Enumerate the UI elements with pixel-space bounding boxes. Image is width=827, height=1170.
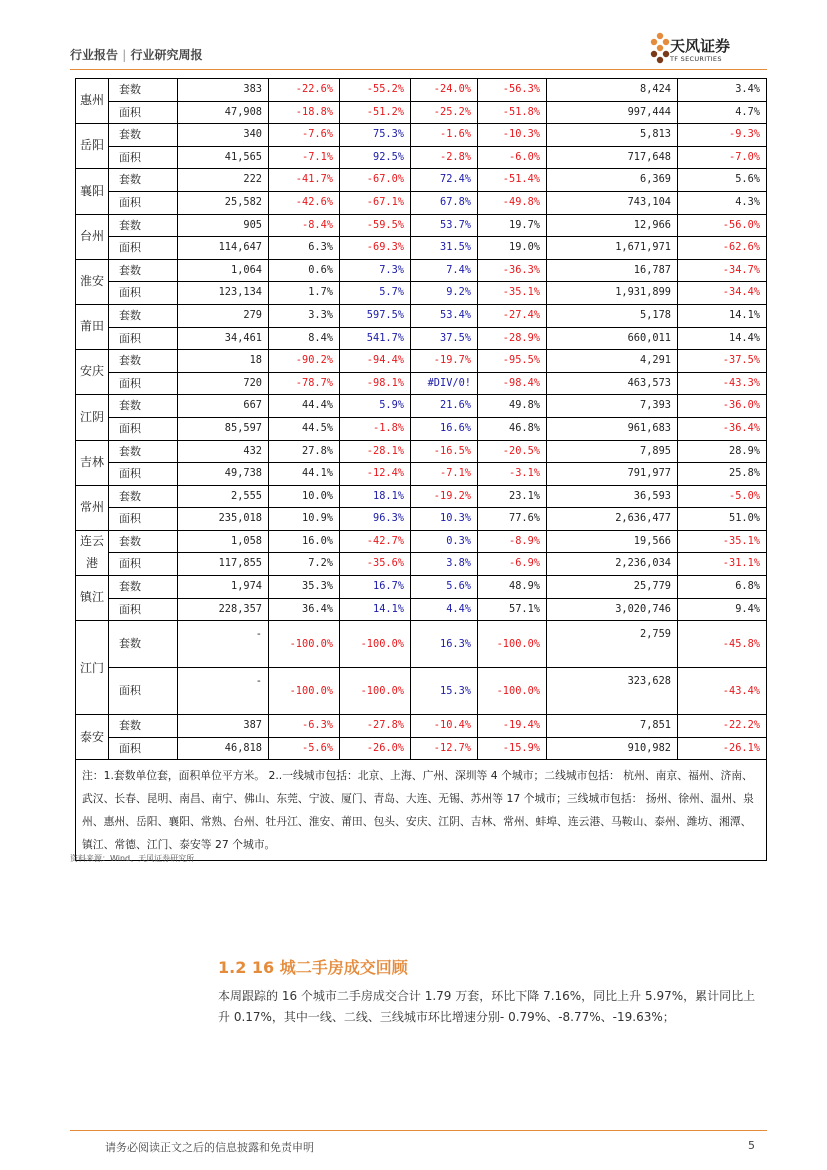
report-header xyxy=(70,46,202,63)
table-cell: 85,597 xyxy=(178,417,269,440)
table-cell: 463,573 xyxy=(547,372,678,395)
table-cell: 1,671,971 xyxy=(547,237,678,260)
metric-label: 套数 xyxy=(109,485,178,508)
footer-divider xyxy=(70,1130,767,1131)
metric-label: 面积 xyxy=(109,463,178,486)
metric-label: 套数 xyxy=(109,621,178,668)
table-cell: 383 xyxy=(178,79,269,102)
table-cell: -51.8% xyxy=(478,101,547,124)
table-cell: -45.8% xyxy=(678,621,767,668)
table-cell: -26.1% xyxy=(678,737,767,760)
table-cell: 667 xyxy=(178,395,269,418)
table-cell: 41,565 xyxy=(178,146,269,169)
table-cell: 5,178 xyxy=(547,304,678,327)
table-cell: -100.0% xyxy=(478,668,547,715)
table-cell: -31.1% xyxy=(678,553,767,576)
table-cell: -19.2% xyxy=(411,485,478,508)
table-cell: 1,058 xyxy=(178,530,269,553)
table-cell: 279 xyxy=(178,304,269,327)
table-cell: -19.7% xyxy=(411,350,478,373)
table-cell: 228,357 xyxy=(178,598,269,621)
table-cell: -43.4% xyxy=(678,668,767,715)
table-cell: 51.0% xyxy=(678,508,767,531)
logo-subtitle: TF SECURITIES xyxy=(670,55,722,63)
table-cell: 77.6% xyxy=(478,508,547,531)
city-name: 安庆 xyxy=(76,350,109,395)
table-cell: 44.1% xyxy=(269,463,340,486)
table-cell: -28.1% xyxy=(340,440,411,463)
table-note-row xyxy=(76,760,767,861)
table-cell: -12.4% xyxy=(340,463,411,486)
table-cell: -43.3% xyxy=(678,372,767,395)
table-cell: -19.4% xyxy=(478,715,547,738)
table-cell: 4.7% xyxy=(678,101,767,124)
table-row xyxy=(76,259,767,282)
table-cell: 46,818 xyxy=(178,737,269,760)
table-cell: -94.4% xyxy=(340,350,411,373)
table-cell: 9.2% xyxy=(411,282,478,305)
table-row xyxy=(76,146,767,169)
metric-label: 面积 xyxy=(109,553,178,576)
table-cell: 19.0% xyxy=(478,237,547,260)
table-cell: 25.8% xyxy=(678,463,767,486)
table-cell: 2,555 xyxy=(178,485,269,508)
table-cell: -59.5% xyxy=(340,214,411,237)
city-name: 襄阳 xyxy=(76,169,109,214)
metric-label: 套数 xyxy=(109,440,178,463)
city-name: 惠州 xyxy=(76,79,109,124)
table-cell: -25.2% xyxy=(411,101,478,124)
table-row xyxy=(76,327,767,350)
table-cell: -51.4% xyxy=(478,169,547,192)
metric-label: 面积 xyxy=(109,327,178,350)
table-cell: -27.8% xyxy=(340,715,411,738)
table-cell: -20.5% xyxy=(478,440,547,463)
metric-label: 套数 xyxy=(109,350,178,373)
city-transaction-table xyxy=(75,78,767,861)
table-cell: 75.3% xyxy=(340,124,411,147)
table-cell: -36.3% xyxy=(478,259,547,282)
table-cell: 791,977 xyxy=(547,463,678,486)
metric-label: 面积 xyxy=(109,508,178,531)
table-row xyxy=(76,508,767,531)
table-cell: 46.8% xyxy=(478,417,547,440)
section-paragraph: 本周跟踪的 16 个城市二手房成交合计 1.79 万套，环比下降 7.16%，同比上升 5.97%，累计同比上升 0.17%，其中一线、二线、三线城市环比增速分别- 0.79%、-8.77%、-19.63%； xyxy=(218,989,756,1024)
city-name: 淮安 xyxy=(76,259,109,304)
table-cell: 35.3% xyxy=(269,576,340,599)
city-name: 吉林 xyxy=(76,440,109,485)
table-cell: 961,683 xyxy=(547,417,678,440)
table-cell: -51.2% xyxy=(340,101,411,124)
city-name: 常州 xyxy=(76,485,109,530)
table-cell: -15.9% xyxy=(478,737,547,760)
table-cell: 597.5% xyxy=(340,304,411,327)
table-cell: 387 xyxy=(178,715,269,738)
logo-name: 天风证券 xyxy=(670,37,731,55)
table-row xyxy=(76,191,767,214)
table-cell: 3,020,746 xyxy=(547,598,678,621)
table-row xyxy=(76,282,767,305)
table-cell: 57.1% xyxy=(478,598,547,621)
metric-label: 面积 xyxy=(109,417,178,440)
table-cell: 3.8% xyxy=(411,553,478,576)
table-row xyxy=(76,668,767,715)
section-title: 1.2 16 城二手房成交回顾 xyxy=(218,958,408,977)
table-cell: -6.9% xyxy=(478,553,547,576)
table-cell: - xyxy=(178,621,269,668)
table-cell: 9.4% xyxy=(678,598,767,621)
table-row xyxy=(76,553,767,576)
table-cell: 49.8% xyxy=(478,395,547,418)
metric-label: 套数 xyxy=(109,259,178,282)
table-cell: -28.9% xyxy=(478,327,547,350)
footer-disclaimer: 请务必阅读正文之后的信息披露和免责申明 xyxy=(105,1141,314,1154)
table-cell: 36.4% xyxy=(269,598,340,621)
city-name: 台州 xyxy=(76,214,109,259)
table-cell: 340 xyxy=(178,124,269,147)
header-subcategory: 行业研究周报 xyxy=(130,48,203,62)
table-cell: 3.3% xyxy=(269,304,340,327)
metric-label: 面积 xyxy=(109,237,178,260)
metric-label: 套数 xyxy=(109,715,178,738)
table-cell: 18.1% xyxy=(340,485,411,508)
metric-label: 套数 xyxy=(109,304,178,327)
table-cell: 28.9% xyxy=(678,440,767,463)
table-cell: 5.7% xyxy=(340,282,411,305)
table-cell: -24.0% xyxy=(411,79,478,102)
table-cell: 96.3% xyxy=(340,508,411,531)
table-row xyxy=(76,715,767,738)
header-separator: | xyxy=(122,48,127,62)
table-cell: 541.7% xyxy=(340,327,411,350)
city-name: 江阴 xyxy=(76,395,109,440)
table-note: 注：1.套数单位套，面积单位平方米。 2..一线城市包括：北京、上海、广州、深圳等 4 个城市；二线城市包括： 杭州、南京、福州、济南、武汉、长春、昆明、南昌、南宁、佛山、东莞、宁波、厦门、青岛、大连、无锡、苏州等 17 个城市；三线城市包括： 扬州、徐州、温州、泉州、惠州、岳阳、襄阳、常熟、台州、牡丹江、淮安、莆田、包头、安庆、江阴、吉林、常州、蚌埠、连云港、马鞍山、泰州、潍坊、湘潭、镇江、常德、江门、泰安等 27 个城市。 xyxy=(76,760,767,861)
table-cell: -10.3% xyxy=(478,124,547,147)
table-cell: 16.6% xyxy=(411,417,478,440)
table-cell: -18.8% xyxy=(269,101,340,124)
table-cell: 1,931,899 xyxy=(547,282,678,305)
table-cell: 5.6% xyxy=(678,169,767,192)
table-cell: 19,566 xyxy=(547,530,678,553)
table-cell: 34,461 xyxy=(178,327,269,350)
table-row xyxy=(76,576,767,599)
table-row xyxy=(76,395,767,418)
table-cell: -3.1% xyxy=(478,463,547,486)
table-row xyxy=(76,485,767,508)
table-cell: 36,593 xyxy=(547,485,678,508)
table-cell: 14.1% xyxy=(340,598,411,621)
table-row xyxy=(76,737,767,760)
table-cell: 37.5% xyxy=(411,327,478,350)
table-cell: -98.1% xyxy=(340,372,411,395)
table-cell: -35.6% xyxy=(340,553,411,576)
table-cell: 10.9% xyxy=(269,508,340,531)
header-divider xyxy=(70,69,767,70)
table-cell: 7.3% xyxy=(340,259,411,282)
table-cell: 6.3% xyxy=(269,237,340,260)
table-row xyxy=(76,530,767,553)
table-cell: 44.5% xyxy=(269,417,340,440)
table-cell: -7.0% xyxy=(678,146,767,169)
table-row xyxy=(76,214,767,237)
table-cell: -35.1% xyxy=(478,282,547,305)
table-row xyxy=(76,372,767,395)
table-cell: 5.6% xyxy=(411,576,478,599)
table-cell: 7.2% xyxy=(269,553,340,576)
table-cell: 92.5% xyxy=(340,146,411,169)
metric-label: 套数 xyxy=(109,576,178,599)
table-cell: -35.1% xyxy=(678,530,767,553)
table-cell: -37.5% xyxy=(678,350,767,373)
table-cell: 1,974 xyxy=(178,576,269,599)
city-name: 泰安 xyxy=(76,715,109,760)
city-name: 连云港 xyxy=(76,530,109,575)
table-cell: -10.4% xyxy=(411,715,478,738)
table-cell: -98.4% xyxy=(478,372,547,395)
table-cell: -2.8% xyxy=(411,146,478,169)
table-cell: 31.5% xyxy=(411,237,478,260)
page-number: 5 xyxy=(748,1139,755,1152)
table-cell: 19.7% xyxy=(478,214,547,237)
header-category: 行业报告 xyxy=(70,48,119,62)
table-cell: 23.1% xyxy=(478,485,547,508)
table-cell: 114,647 xyxy=(178,237,269,260)
table-row xyxy=(76,598,767,621)
table-row xyxy=(76,101,767,124)
table-cell: 16.0% xyxy=(269,530,340,553)
table-cell: 6,369 xyxy=(547,169,678,192)
table-cell: -100.0% xyxy=(478,621,547,668)
table-cell: 660,011 xyxy=(547,327,678,350)
table-row xyxy=(76,440,767,463)
table-cell: 910,982 xyxy=(547,737,678,760)
table-row xyxy=(76,417,767,440)
table-cell: 323,628 xyxy=(547,668,678,715)
table-cell: -56.0% xyxy=(678,214,767,237)
table-cell: 0.3% xyxy=(411,530,478,553)
table-cell: 117,855 xyxy=(178,553,269,576)
table-cell: -36.4% xyxy=(678,417,767,440)
table-cell: -95.5% xyxy=(478,350,547,373)
table-cell: 25,779 xyxy=(547,576,678,599)
table-cell: -67.1% xyxy=(340,191,411,214)
table-cell: 1,064 xyxy=(178,259,269,282)
table-cell: -100.0% xyxy=(340,668,411,715)
table-row xyxy=(76,79,767,102)
table-cell: -5.6% xyxy=(269,737,340,760)
metric-label: 面积 xyxy=(109,668,178,715)
table-cell: 48.9% xyxy=(478,576,547,599)
table-cell: -12.7% xyxy=(411,737,478,760)
metric-label: 面积 xyxy=(109,282,178,305)
metric-label: 套数 xyxy=(109,530,178,553)
table-cell: -36.0% xyxy=(678,395,767,418)
metric-label: 面积 xyxy=(109,372,178,395)
table-cell: 10.0% xyxy=(269,485,340,508)
table-cell: -7.6% xyxy=(269,124,340,147)
table-cell: -8.4% xyxy=(269,214,340,237)
table-cell: 27.8% xyxy=(269,440,340,463)
table-cell: 21.6% xyxy=(411,395,478,418)
table-cell: -5.0% xyxy=(678,485,767,508)
table-cell: 8,424 xyxy=(547,79,678,102)
table-cell: 8.4% xyxy=(269,327,340,350)
table-cell: 14.1% xyxy=(678,304,767,327)
table-cell: 16.3% xyxy=(411,621,478,668)
table-cell: -8.9% xyxy=(478,530,547,553)
table-cell: -9.3% xyxy=(678,124,767,147)
table-cell: 44.4% xyxy=(269,395,340,418)
table-row xyxy=(76,124,767,147)
table-cell: -7.1% xyxy=(269,146,340,169)
table-cell: 720 xyxy=(178,372,269,395)
table-cell: -78.7% xyxy=(269,372,340,395)
city-name: 莆田 xyxy=(76,304,109,349)
table-cell: 2,636,477 xyxy=(547,508,678,531)
metric-label: 面积 xyxy=(109,101,178,124)
table-cell: -100.0% xyxy=(340,621,411,668)
table-cell: -1.6% xyxy=(411,124,478,147)
table-cell: -7.1% xyxy=(411,463,478,486)
table-cell: - xyxy=(178,668,269,715)
table-cell: 72.4% xyxy=(411,169,478,192)
table-cell: 12,966 xyxy=(547,214,678,237)
city-name: 镇江 xyxy=(76,576,109,621)
table-cell: -27.4% xyxy=(478,304,547,327)
table-cell: 905 xyxy=(178,214,269,237)
table-cell: -55.2% xyxy=(340,79,411,102)
table-cell: -6.3% xyxy=(269,715,340,738)
table-cell: -34.7% xyxy=(678,259,767,282)
table-cell: 18 xyxy=(178,350,269,373)
table-cell: 5.9% xyxy=(340,395,411,418)
table-cell: 5,813 xyxy=(547,124,678,147)
metric-label: 套数 xyxy=(109,395,178,418)
table-cell: 67.8% xyxy=(411,191,478,214)
table-row xyxy=(76,621,767,668)
table-cell: -42.7% xyxy=(340,530,411,553)
table-cell: 16,787 xyxy=(547,259,678,282)
table-cell: 2,236,034 xyxy=(547,553,678,576)
table-cell: 49,738 xyxy=(178,463,269,486)
table-cell: 16.7% xyxy=(340,576,411,599)
table-cell: 10.3% xyxy=(411,508,478,531)
metric-label: 套数 xyxy=(109,124,178,147)
table-cell: -26.0% xyxy=(340,737,411,760)
table-cell: 4,291 xyxy=(547,350,678,373)
table-cell: 53.7% xyxy=(411,214,478,237)
table-cell: -42.6% xyxy=(269,191,340,214)
table-cell: 0.6% xyxy=(269,259,340,282)
table-cell: 3.4% xyxy=(678,79,767,102)
table-cell: 53.4% xyxy=(411,304,478,327)
table-row xyxy=(76,304,767,327)
table-cell: 235,018 xyxy=(178,508,269,531)
city-name: 岳阳 xyxy=(76,124,109,169)
table-cell: 743,104 xyxy=(547,191,678,214)
data-source: 资料来源：Wind、天风证券研究所 xyxy=(70,854,195,863)
table-cell: 14.4% xyxy=(678,327,767,350)
table-cell: -22.6% xyxy=(269,79,340,102)
table-cell: -16.5% xyxy=(411,440,478,463)
table-cell: 4.3% xyxy=(678,191,767,214)
table-cell: 717,648 xyxy=(547,146,678,169)
table-cell: -100.0% xyxy=(269,621,340,668)
table-cell: -56.3% xyxy=(478,79,547,102)
city-name: 江门 xyxy=(76,621,109,715)
table-cell: -49.8% xyxy=(478,191,547,214)
table-cell: 1.7% xyxy=(269,282,340,305)
table-row xyxy=(76,237,767,260)
metric-label: 面积 xyxy=(109,191,178,214)
metric-label: 套数 xyxy=(109,214,178,237)
table-row xyxy=(76,350,767,373)
table-cell: 6.8% xyxy=(678,576,767,599)
table-cell: #DIV/0! xyxy=(411,372,478,395)
table-cell: 25,582 xyxy=(178,191,269,214)
table-cell: 7,851 xyxy=(547,715,678,738)
table-cell: 7,895 xyxy=(547,440,678,463)
table-cell: -62.6% xyxy=(678,237,767,260)
table-cell: 997,444 xyxy=(547,101,678,124)
table-cell: -100.0% xyxy=(269,668,340,715)
metric-label: 面积 xyxy=(109,598,178,621)
table-row xyxy=(76,169,767,192)
table-cell: 47,908 xyxy=(178,101,269,124)
table-cell: 7.4% xyxy=(411,259,478,282)
table-cell: 4.4% xyxy=(411,598,478,621)
table-cell: 2,759 xyxy=(547,621,678,668)
table-cell: -90.2% xyxy=(269,350,340,373)
table-cell: 222 xyxy=(178,169,269,192)
table-cell: -22.2% xyxy=(678,715,767,738)
metric-label: 套数 xyxy=(109,169,178,192)
table-cell: -34.4% xyxy=(678,282,767,305)
table-cell: 7,393 xyxy=(547,395,678,418)
metric-label: 面积 xyxy=(109,146,178,169)
table-row xyxy=(76,463,767,486)
table-cell: -41.7% xyxy=(269,169,340,192)
table-cell: 15.3% xyxy=(411,668,478,715)
table-cell: -1.8% xyxy=(340,417,411,440)
table-cell: -69.3% xyxy=(340,237,411,260)
table-cell: -67.0% xyxy=(340,169,411,192)
metric-label: 套数 xyxy=(109,79,178,102)
metric-label: 面积 xyxy=(109,737,178,760)
table-cell: -6.0% xyxy=(478,146,547,169)
table-cell: 123,134 xyxy=(178,282,269,305)
table-cell: 432 xyxy=(178,440,269,463)
